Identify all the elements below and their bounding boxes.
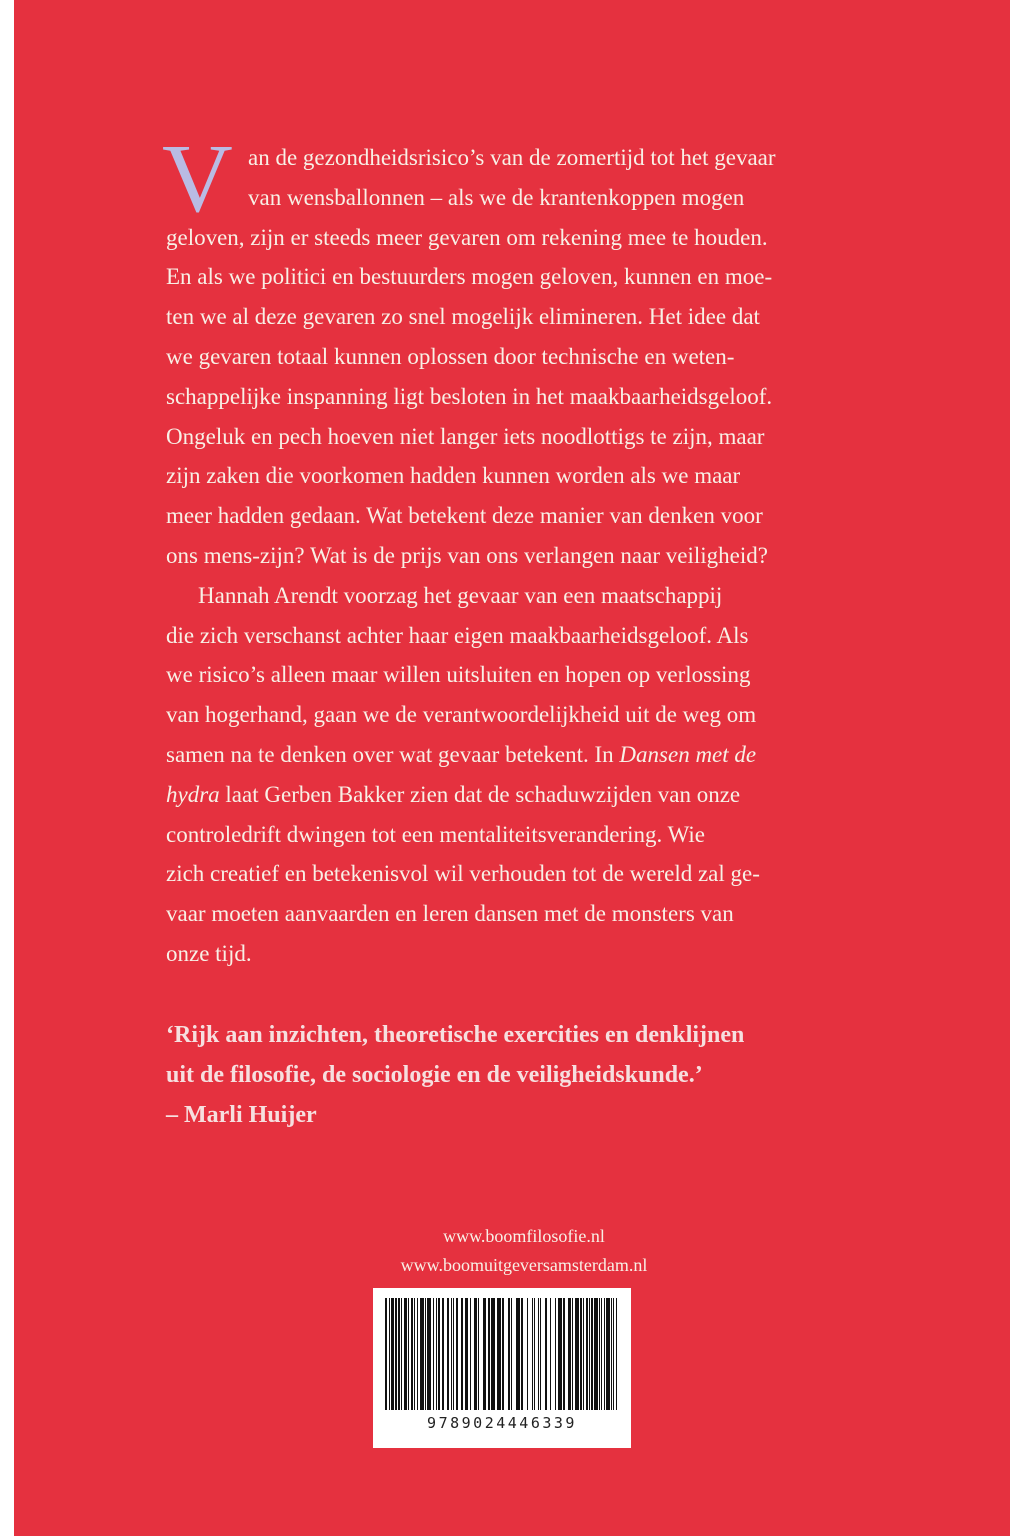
url-boomuitgevers[interactable]: www.boomuitgeversamsterdam.nl — [400, 1255, 648, 1275]
blurb-line: die zich verschanst achter haar eigen maakbaarheidsgeloof. Als — [166, 622, 749, 648]
barcode-bars — [383, 1298, 621, 1410]
barcode-bar — [532, 1298, 533, 1410]
blurb-line: Hannah Arendt voorzag het gevaar van een maatschappij — [198, 582, 723, 608]
barcode — [373, 1288, 631, 1448]
barcode-bar — [414, 1298, 415, 1410]
barcode-bar — [483, 1298, 486, 1410]
barcode-bar — [550, 1298, 551, 1410]
barcode-bar — [436, 1298, 437, 1410]
barcode-bar — [516, 1298, 520, 1410]
barcode-bar — [572, 1298, 573, 1410]
barcode-bar — [611, 1298, 612, 1410]
barcode-bar — [502, 1298, 504, 1410]
barcode-bar — [589, 1298, 590, 1410]
barcode-bar — [601, 1298, 602, 1410]
blurb-line: geloven, zijn er steeds meer gevaren om rekening mee te houden. — [166, 224, 768, 250]
blurb-text-segment: laat Gerben Bakker zien dat de schaduwzijden van onze — [219, 781, 741, 807]
quote-line: uit de filosofie, de sociologie en de veiligheidskunde.’ — [166, 1062, 703, 1088]
book-title-italic: Dansen met de — [619, 741, 757, 767]
barcode-bar — [497, 1298, 501, 1410]
barcode-bar — [438, 1298, 440, 1410]
barcode-bar — [401, 1298, 402, 1410]
barcode-bar — [433, 1298, 434, 1410]
barcode-bar — [558, 1298, 562, 1410]
barcode-bar — [594, 1298, 598, 1410]
blurb-line: onze tijd. — [166, 940, 252, 966]
barcode-bar — [586, 1298, 588, 1410]
blurb-line: van wensballonnen – als we de krantenkoppen mogen — [248, 184, 745, 210]
barcode-bar — [534, 1298, 535, 1410]
barcode-bar — [408, 1298, 409, 1410]
blurb-line: we risico’s alleen maar willen uitsluiten en hopen op verlossing — [166, 662, 751, 688]
quote-attribution: – Marli Huijer — [166, 1102, 317, 1128]
barcode-bar — [451, 1298, 452, 1410]
barcode-bar — [599, 1298, 600, 1410]
blurb-text-segment: samen na te denken over wat gevaar betekent. In — [166, 741, 620, 767]
barcode-bar — [521, 1298, 523, 1410]
blurb-line: van hogerhand, gaan we de verantwoordelijkheid uit de weg om — [166, 702, 757, 728]
blurb-line: Ongeluk en pech hoeven niet langer iets noodlottigs te zijn, maar — [166, 423, 765, 449]
barcode-bar — [465, 1298, 468, 1410]
blurb-line: zijn zaken die voorkomen hadden kunnen worden als we maar — [166, 463, 741, 489]
barcode-bar — [508, 1298, 510, 1410]
blurb-line — [166, 775, 906, 815]
barcode-bar — [545, 1298, 547, 1410]
barcode-bar — [417, 1298, 418, 1410]
barcode-bar — [411, 1298, 413, 1410]
barcode-bar — [540, 1298, 541, 1410]
publisher-urls — [14, 1222, 1010, 1280]
barcode-bar — [474, 1298, 477, 1410]
book-title-italic: hydra — [166, 781, 220, 807]
barcode-bar — [568, 1298, 571, 1410]
blurb-line: En als we politici en bestuurders mogen geloven, kunnen en moe- — [166, 264, 773, 290]
blurb-line: vaar moeten aanvaarden en leren dansen met de monsters van — [166, 901, 734, 927]
barcode-bar — [427, 1298, 431, 1410]
barcode-bar — [527, 1298, 528, 1410]
barcode-bar — [470, 1298, 471, 1410]
barcode-bar — [580, 1298, 582, 1410]
barcode-bar — [555, 1298, 556, 1410]
barcode-bar — [604, 1298, 605, 1410]
barcode-bar — [420, 1298, 424, 1410]
barcode-bar — [538, 1298, 539, 1410]
isbn-number: 9789024446339 — [427, 1414, 577, 1432]
blurb-line: zich creatief en betekenisvol wil verhouden tot de wereld zal ge- — [166, 861, 760, 887]
barcode-bar — [395, 1298, 397, 1410]
barcode-bar — [563, 1298, 565, 1410]
barcode-bar — [583, 1298, 584, 1410]
blurb-line: an de gezondheidsrisico’s van de zomertijd tot het gevaar — [248, 145, 776, 170]
drop-cap: V — [162, 125, 233, 233]
barcode-bar — [391, 1298, 394, 1410]
barcode-bar — [491, 1298, 495, 1410]
barcode-bar — [404, 1298, 407, 1410]
barcode-bar — [616, 1298, 617, 1410]
blurb-line: ons mens-zijn? Wat is de prijs van ons verlangen naar veiligheid? — [166, 542, 768, 568]
blurb-line: meer hadden gedaan. Wat betekent deze manier van denken voor — [166, 503, 763, 529]
blurb-line: ten we al deze gevaren zo snel mogelijk elimineren. Het idee dat — [166, 304, 760, 330]
barcode-bar — [447, 1298, 449, 1410]
barcode-bar — [398, 1298, 400, 1410]
barcode-bar — [591, 1298, 593, 1410]
barcode-bar — [613, 1298, 614, 1410]
barcode-bar — [511, 1298, 512, 1410]
barcode-bar — [575, 1298, 579, 1410]
barcode-bar — [606, 1298, 610, 1410]
barcode-bar — [488, 1298, 490, 1410]
blurb-line: we gevaren totaal kunnen oplossen door technische en weten- — [166, 343, 735, 369]
barcode-bar — [385, 1298, 387, 1410]
review-quote — [166, 1015, 926, 1135]
barcode-bar — [442, 1298, 444, 1410]
barcode-bar — [389, 1298, 390, 1410]
barcode-bar — [461, 1298, 463, 1410]
blurb-text — [162, 125, 906, 974]
quote-line: ‘Rijk aan inzichten, theoretische exercities en denklijnen — [166, 1022, 745, 1048]
barcode-bar — [453, 1298, 454, 1410]
barcode-bar — [456, 1298, 458, 1410]
blurb-line: schappelijke inspanning ligt besloten in het maakbaarheidsgeloof. — [166, 383, 773, 409]
blurb-line — [166, 735, 906, 775]
blurb-line: controledrift dwingen tot een mentaliteitsverandering. Wie — [166, 821, 705, 847]
barcode-bar — [425, 1298, 426, 1410]
barcode-bar — [478, 1298, 479, 1410]
url-boomfilosofie[interactable]: www.boomfilosofie.nl — [443, 1226, 605, 1246]
